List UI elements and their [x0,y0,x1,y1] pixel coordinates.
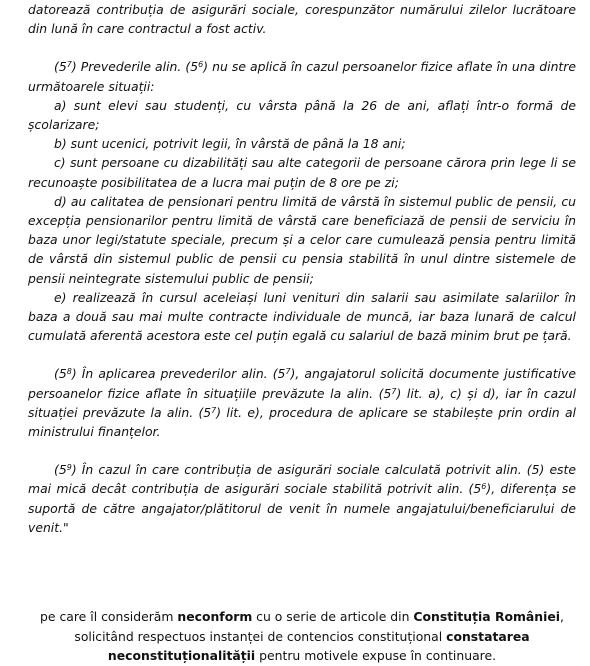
paragraph-label: $(5^7)$ [54,59,77,75]
intro-continuation: datorează contribuția de asigurări sociale, corespunzător numărului zilelor lucrătoare din lună în care contractul a fost activ. [28,2,576,37]
list-item-b: b) sunt ucenici, potrivit legii, în vârstă de până la 18 ani; [54,136,406,152]
quoted-law-text [28,0,576,537]
spacer [28,441,576,460]
list-item-d: d) au calitatea de pensionari pentru limită de vârstă în sistemul public de pensii, cu excepția pensionarilor pentru limită de vârstă care beneficiază de pensii de serviciu în baza unor legi/statute speciale, precum și a celor care cumulează pensia pentru limită de vârstă din sistemul public de pensii cu pensia stabilită în unul dintre sistemele de pensii neintegrate sistemului public de pensii; [28,193,576,286]
list-item-e: e) realizează în cursul aceleiași luni venituri din salarii sau asimilate salariilor în baza a două sau mai multe contracte individuale de muncă, iar baza lunară de calcul cumulată aferentă acestora este cel puțin egală cu salariul de bază minim brut pe țară. [28,289,576,344]
emphasis-unconstitutionality: constatarea neconstituționalității [107,628,530,664]
closing-statement: pe care îl considerăm neconform cu o serie de articole din Constituția României, solicitând respectuos instanței de contencios constituțional constatarea neconstituționalității pentru motivele expuse în continuare. [40,609,564,664]
list-item-c: c) sunt persoane cu dizabilități sau alte categorii de persoane cărora prin lege li se recunoaște posibilitatea de a lucra mai puțin de 8 ore pe zi; [28,155,576,190]
paragraph-5-9: $(5^9)$ În cazul în care contribuția de asigurări sociale calculată potrivit alin. (5) este mai mică decât contribuția de asigurări sociale stabilită potrivit alin. $(5^6)$, diferența se suportă de către angajator/plătitorul de venit în numele angajatului/beneficiarului de venit." [28,462,576,535]
paragraph-label: $(5^8)$ [54,366,77,382]
paragraph-5-7: $(5^7)$ Prevederile alin. $(5^6)$ nu se aplică în cazul persoanelor fizice aflate în una dintre următoarele situații: [28,59,576,94]
spacer [28,345,576,364]
spacer [28,38,576,57]
paragraph-label: $(5^9)$ [54,462,77,478]
emphasis-neconform: neconform [177,609,253,625]
list-item-a: a) sunt elevi sau studenți, cu vârsta până la 26 de ani, aflați într-o formă de școlarizare; [28,97,576,133]
paragraph-5-8: $(5^8)$ În aplicarea prevederilor alin. $(5^7)$, angajatorul solicită documente justificative persoanelor fizice aflate în situațiile prevăzute la alin. $(5^7)$ lit. a), c) și d), iar în cazul situației prevăzute la alin. $(5^7)$ lit. e), procedura de aplicare se stabilește prin ordin al ministrului finanțelor. [28,366,576,440]
emphasis-constitution: Constituția României [413,609,560,625]
